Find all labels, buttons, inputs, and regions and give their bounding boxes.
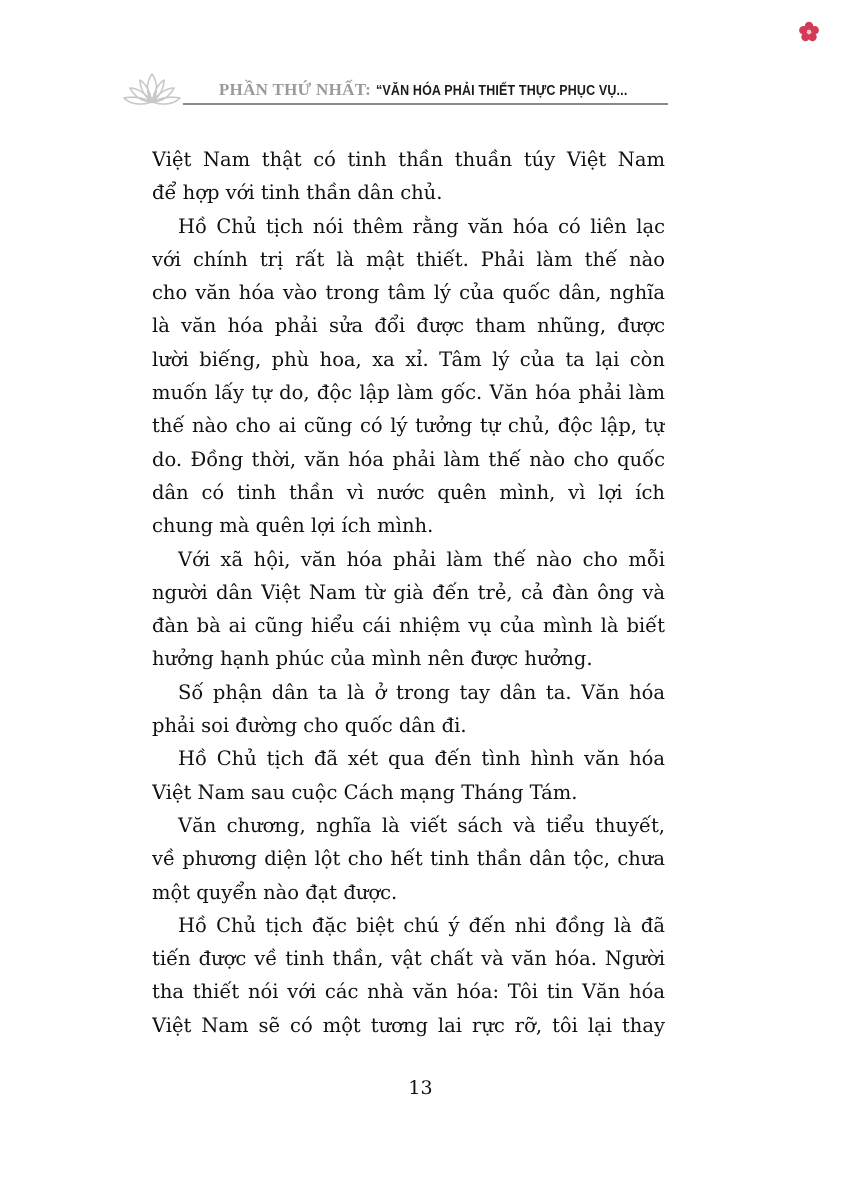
header-part-label: PHẦN THỨ NHẤT: — [218, 80, 376, 99]
text-line: Văn chương, nghĩa là viết sách và tiểu thuyết, — [178, 813, 665, 837]
lotus-icon — [122, 70, 182, 108]
body-text — [152, 143, 665, 1042]
text-line: chung mà quên lợi ích mình. — [152, 514, 434, 538]
text-line: hưởng hạnh phúc của mình nên được hưởng. — [152, 647, 593, 671]
text-line: dân có tinh thần vì nước quên mình, vì lợi ích — [152, 480, 665, 504]
paragraph — [152, 809, 665, 909]
text-line: phải soi đường cho quốc dân đi. — [152, 714, 467, 738]
paragraph — [152, 676, 665, 743]
paragraph — [152, 143, 665, 210]
text-line: Hồ Chủ tịch nói thêm rằng văn hóa có liên lạc — [178, 214, 665, 238]
text-line: lười biếng, phù hoa, xa xỉ. Tâm lý của ta lại còn — [152, 347, 665, 371]
text-line: với chính trị rất là mật thiết. Phải làm thế nào — [152, 247, 665, 271]
text-line: Việt Nam thật có tinh thần thuần túy Việt Nam — [152, 148, 665, 171]
text-line: tha thiết nói với các nhà văn hóa: Tôi tin Văn hóa — [152, 980, 665, 1004]
text-line: muốn lấy tự do, độc lập làm gốc. Văn hóa phải làm — [152, 381, 665, 405]
text-line: Việt Nam sau cuộc Cách mạng Tháng Tám. — [152, 780, 578, 804]
paragraph — [152, 543, 665, 676]
text-line: Với xã hội, văn hóa phải làm thế nào cho mỗi — [178, 547, 665, 571]
text-line: về phương diện lột cho hết tinh thần dân tộc, chưa — [152, 847, 665, 871]
text-line: để hợp với tinh thần dân chủ. — [152, 181, 443, 205]
paragraph — [152, 210, 665, 543]
text-line: đàn bà ai cũng hiểu cái nhiệm vụ của mình là biết — [152, 614, 665, 638]
text-line: cho văn hóa vào trong tâm lý của quốc dân, nghĩa — [152, 281, 665, 305]
paragraph — [152, 909, 665, 1042]
text-line: Hồ Chủ tịch đã xét qua đến tình hình văn hóa — [178, 747, 665, 771]
header-rule — [183, 103, 668, 105]
text-line: Việt Nam sẽ có một tương lai rực rỡ, tôi lại thay — [152, 1013, 665, 1037]
text-line: Hồ Chủ tịch đặc biệt chú ý đến nhi đồng là đã — [178, 913, 665, 937]
text-line: một quyển nào đạt được. — [152, 880, 398, 904]
header-chapter-title: “VĂN HÓA PHẢI THIẾT THỰC PHỤC VỤ... — [375, 83, 628, 99]
text-line: thế nào cho ai cũng có lý tưởng tự chủ, độc lập, tự — [152, 414, 665, 438]
running-header — [219, 80, 668, 101]
text-line: là văn hóa phải sửa đổi được tham nhũng, được — [152, 314, 665, 338]
text-line: do. Đồng thời, văn hóa phải làm thế nào cho quốc — [152, 447, 665, 471]
paragraph — [152, 742, 665, 809]
text-line: Số phận dân ta là ở trong tay dân ta. Văn hóa — [178, 680, 665, 704]
text-line: tiến được về tinh thần, vật chất và văn hóa. Người — [152, 947, 665, 971]
page-number: 13 — [408, 1077, 433, 1099]
flower-icon — [797, 20, 821, 44]
text-line: người dân Việt Nam từ già đến trẻ, cả đàn ông và — [152, 580, 665, 604]
